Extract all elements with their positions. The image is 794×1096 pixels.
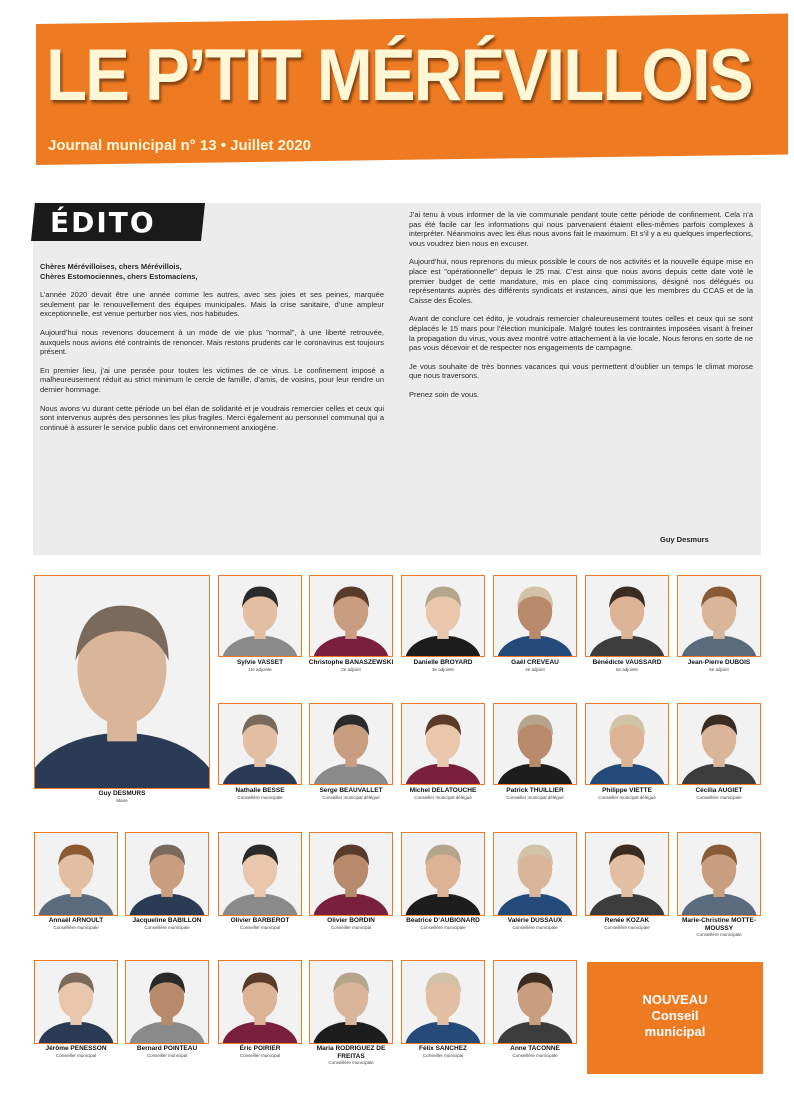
edito-paragraph: Aujourd’hui nous revenons doucement à un mode de vie plus "normal", à une liberté retrouvée, auxquels nous avions été contraints de renoncer. Mais restons prudents car le coronavirus est toujours présent. xyxy=(40,327,384,357)
edito-paragraph: L’année 2020 devait être une année comme les autres, avec ses joies et ses peines, marquée seulement par le renouvellement des équipes municipales. Mais la crise sanitaire, d’une ampleur exceptionnelle, est venue perturber nos vies, nos habitudes. xyxy=(40,290,384,319)
member-role: Conseillère municipale xyxy=(604,924,650,930)
member-photo xyxy=(309,575,393,657)
nouveau-label: NOUVEAU xyxy=(642,992,708,1007)
member-caption xyxy=(399,917,487,930)
member-photo xyxy=(677,575,761,657)
edito-paragraph: Je vous souhaite de très bonnes vacances qui vous permettent d’oublier un temps le climat morose que nous traversons. xyxy=(409,361,753,381)
member-caption xyxy=(491,787,579,800)
member-role: Conseillère municipale xyxy=(237,794,283,800)
member-name: Félix SANCHEZ xyxy=(418,1045,468,1052)
edito-signature: Guy Desmurs xyxy=(660,535,709,544)
member-caption xyxy=(583,659,671,672)
member-role: Conseiller municipal xyxy=(146,1052,188,1058)
member-role: 3e adjointe xyxy=(431,666,455,672)
member-caption xyxy=(216,787,304,800)
member-role: Conseillère municipale xyxy=(512,1052,558,1058)
greeting-line-2: Chères Estomociennes, chers Estomaciens, xyxy=(40,271,198,281)
edito-left-column xyxy=(40,262,384,441)
edito-right-column xyxy=(409,210,753,409)
member-photo xyxy=(309,703,393,785)
member-caption xyxy=(491,917,579,930)
member-name: Serge BEAUVALLET xyxy=(319,787,383,794)
member-name: Michel DELATOUCHE xyxy=(409,787,477,794)
member-role: 6e adjoint xyxy=(709,666,729,672)
member-role: 4e adjoint xyxy=(525,666,545,672)
member-role: Conseillère municipale xyxy=(696,794,742,800)
member-name: Gaël CREVEAU xyxy=(511,659,559,666)
member-photo xyxy=(677,832,761,916)
member-photo xyxy=(493,575,577,657)
edito-paragraph: Aujourd’hui, nous reprenons du mieux possible le cours de nos activités et la nouvelle équipe mise en place est "opérationnelle" depuis le 25 mai. C’est ainsi que nous avons depuis cette date voté le premier budget de cette mandature, mis en place cinq commissions, désigné nos délégués ou représentants auprès des différents syndicats et instances, ainsi que les membres du CCAS et de la Caisse des Écoles. xyxy=(409,257,753,305)
member-name: Anne TACONNE xyxy=(510,1045,560,1052)
member-photo xyxy=(401,960,485,1044)
member-photo xyxy=(585,575,669,657)
member-photo xyxy=(125,960,209,1044)
member-name: Philippe VIETTE xyxy=(602,787,652,794)
member-name: Sylvie VASSET xyxy=(236,659,284,666)
member-name: Bénédicte VAUSSARD xyxy=(592,659,662,666)
member-role: Conseillère municipale xyxy=(328,1060,374,1065)
member-photo xyxy=(401,832,485,916)
member-role: Conseiller municipal xyxy=(330,924,372,930)
mayor-caption xyxy=(67,790,177,803)
member-photo xyxy=(493,832,577,916)
member-photo xyxy=(125,832,209,916)
member-name: Olivier BORDIN xyxy=(327,917,375,924)
member-photo xyxy=(218,575,302,657)
member-caption xyxy=(307,659,395,672)
member-name: Guy DESMURS xyxy=(98,790,146,797)
member-caption xyxy=(307,1045,395,1066)
member-photo xyxy=(34,832,118,916)
member-photo xyxy=(309,960,393,1044)
member-name: Jacqueline BABILLON xyxy=(132,917,202,924)
member-role: Conseiller municipal xyxy=(239,1052,281,1058)
member-caption xyxy=(216,659,304,672)
member-caption xyxy=(32,917,120,930)
member-role: Conseiller municipal délégué xyxy=(322,794,380,800)
member-name: Christophe BANASZEWSKI xyxy=(308,659,394,666)
member-caption xyxy=(123,1045,211,1058)
member-name: Valérie DUSSAUX xyxy=(507,917,563,924)
member-name: Danielle BROYARD xyxy=(413,659,473,666)
member-caption xyxy=(123,917,211,930)
member-caption xyxy=(675,659,763,672)
member-role: Conseiller municipal xyxy=(422,1052,464,1058)
member-name: Olivier BARBEROT xyxy=(230,917,290,924)
member-role: Conseiller municipal délégué xyxy=(598,794,656,800)
newsletter-title: LE P’TIT MÉRÉVILLOIS xyxy=(46,35,752,116)
member-role: 5e adjointe xyxy=(615,666,639,672)
member-photo xyxy=(493,703,577,785)
member-caption xyxy=(675,917,763,938)
edito-heading: ÉDITO xyxy=(50,206,156,239)
edito-paragraph: Nous avons vu durant cette période un bel élan de solidarité et je voudrais remercier celles et ceux qui sont intervenus auprès des personnes les plus fragiles. Merci également au personnel communal qui a continué à assurer le service public dans cet environnement anxiogène. xyxy=(40,403,384,432)
member-name: Renée KOZAK xyxy=(604,917,650,924)
member-role: Maire xyxy=(116,797,128,803)
member-caption xyxy=(399,787,487,800)
member-role: Conseillère municipale xyxy=(696,932,742,937)
member-caption xyxy=(583,917,671,930)
member-role: 2e adjoint xyxy=(341,666,361,672)
member-name: Éric POIRIER xyxy=(239,1045,281,1052)
member-photo xyxy=(677,703,761,785)
member-role: Conseillère municipale xyxy=(512,924,558,930)
member-photo xyxy=(585,703,669,785)
member-role: Conseiller municipal délégué xyxy=(414,794,472,800)
member-name: Béatrice D’AUBIGNARD xyxy=(406,917,480,924)
member-photo xyxy=(218,960,302,1044)
member-photo xyxy=(34,960,118,1044)
member-photo xyxy=(309,832,393,916)
member-photo xyxy=(401,575,485,657)
member-name: Cécilia AUGIET xyxy=(695,787,743,794)
member-name: Marie-Christine MOTTE-MOUSSY xyxy=(681,917,757,932)
member-role: Conseillère municipale xyxy=(144,924,190,930)
member-photo xyxy=(218,703,302,785)
member-name: Maria RODRIGUEZ DE FREITAS xyxy=(316,1045,386,1060)
member-role: Conseiller municipal délégué xyxy=(506,794,564,800)
member-photo xyxy=(218,832,302,916)
member-caption xyxy=(399,1045,487,1058)
edito-paragraph: En premier lieu, j’ai une pensée pour toutes les victimes de ce virus. Le confinement imposé a malheureusement réduit au strict minimum le cercle de famille, d’amis, de voisins, pour leur rendre un dernier hommage. xyxy=(40,365,384,394)
member-caption xyxy=(32,1045,120,1058)
edito-paragraph: J’ai tenu à vous informer de la vie communale pendant toute cette période de confinement. Cela n’a pas été facile car les informations qui nous parvenaient étaient elles-mêmes parfois complexes à interpréter. Néanmoins avec les élus nous avons fait le maximum. Et s’il y a eu quelques imperfections, vous voudrez bien nous en excuser. xyxy=(409,210,753,248)
member-name: Bernard POINTEAU xyxy=(136,1045,198,1052)
edito-paragraph: Avant de conclure cet édito, je voudrais remercier chaleureusement toutes celles et ceux qui se sont déplacés le 15 mars pour l’élection municipale. Malgré toutes les contraintes imposées visant à freiner la propagation du virus, vous avez montré votre attachement à la vie locale. Nous ferons en sorte de ne pas vous décevoir et de respecter nos engagements de campagne. xyxy=(409,314,753,353)
member-name: Jérôme PENESSON xyxy=(45,1045,107,1052)
mayor-photo xyxy=(34,575,210,789)
member-role: Conseiller municipal xyxy=(239,924,281,930)
municipal-label: municipal xyxy=(644,1024,706,1039)
member-caption xyxy=(216,1045,304,1058)
member-caption xyxy=(491,659,579,672)
member-caption xyxy=(675,787,763,800)
member-role: 1re adjointe xyxy=(248,666,272,672)
member-name: Jean-Pierre DUBOIS xyxy=(687,659,751,666)
member-photo xyxy=(493,960,577,1044)
member-caption xyxy=(491,1045,579,1058)
member-role: Conseillère municipale xyxy=(53,924,99,930)
member-caption xyxy=(307,787,395,800)
member-name: Patrick THUILLIER xyxy=(506,787,564,794)
member-role: Conseiller municipal xyxy=(55,1052,97,1058)
member-caption xyxy=(307,917,395,930)
newsletter-subtitle: Journal municipal n° 13 • Juillet 2020 xyxy=(48,137,312,154)
nouveau-conseil-box xyxy=(587,962,763,1074)
member-name: Annaël ARNOULT xyxy=(48,917,104,924)
conseil-label: Conseil xyxy=(651,1008,699,1023)
greeting-line-1: Chères Mérévilloises, chers Mérévillois, xyxy=(40,262,182,271)
member-role: Conseillère municipale xyxy=(420,924,466,930)
member-photo xyxy=(401,703,485,785)
member-caption xyxy=(583,787,671,800)
edito-paragraph: Prenez soin de vous. xyxy=(409,389,480,399)
member-name: Nathalie BESSE xyxy=(235,787,285,794)
member-photo xyxy=(585,832,669,916)
member-caption xyxy=(399,659,487,672)
member-caption xyxy=(216,917,304,930)
